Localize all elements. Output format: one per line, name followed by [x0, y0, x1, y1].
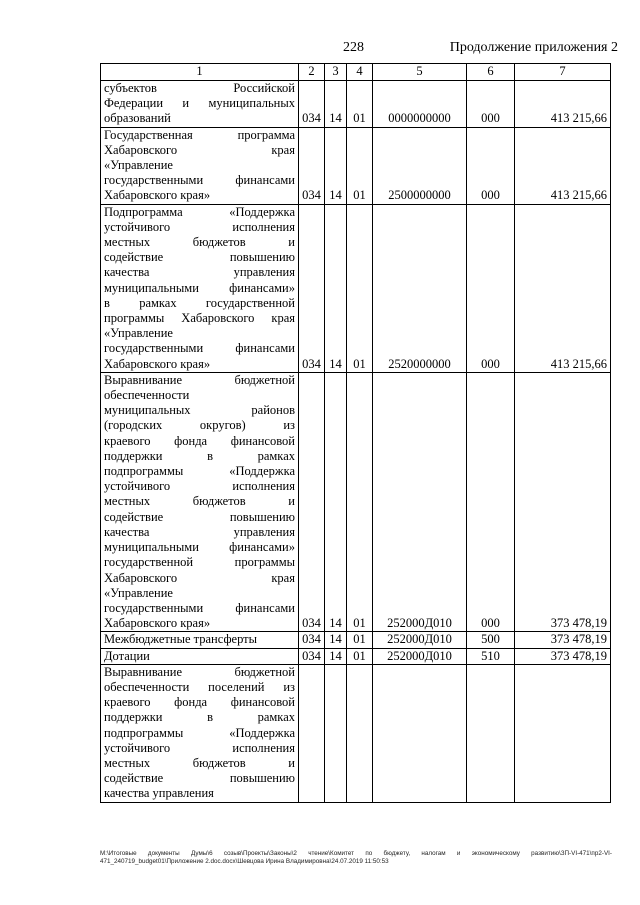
row-name-line: Межбюджетные трансферты [104, 632, 258, 647]
amount-cell: 373 478,19 [515, 648, 611, 664]
column-header-7: 7 [515, 64, 611, 81]
expense-type-cell: 000 [467, 204, 515, 372]
row-name-line: качества управления [104, 265, 295, 280]
row-name-line: государственной программы [104, 555, 295, 570]
row-name-line: поддержки в рамках [104, 448, 295, 463]
row-name-line: Дотации [104, 648, 150, 663]
section-code-cell: 14 [325, 204, 347, 372]
row-name-cell [101, 127, 299, 204]
section-code-cell: 14 [325, 372, 347, 631]
row-name-line: государственными финансами [104, 341, 295, 356]
row-name-line: Хабаровского края» [104, 188, 211, 203]
row-name-line: муниципальными финансами» [104, 540, 295, 555]
amount-cell: 413 215,66 [515, 81, 611, 128]
row-name-line: обеспеченности [104, 388, 190, 403]
target-article-cell: 252000Д010 [373, 648, 467, 664]
subsection-code-cell: 01 [347, 204, 373, 372]
row-name-line: Хабаровского края [104, 142, 295, 157]
expense-type-cell: 000 [467, 127, 515, 204]
section-code-cell: 14 [325, 81, 347, 128]
subsection-code-cell [347, 664, 373, 802]
row-name-line: Федерации и муниципальных [104, 96, 295, 111]
row-name-line: содействие повышению [104, 771, 295, 786]
row-name-line: местных бюджетов и [104, 755, 295, 770]
ministry-code-cell: 034 [299, 372, 325, 631]
section-code-cell [325, 664, 347, 802]
expense-type-cell: 510 [467, 648, 515, 664]
row-name-line: краевого фонда финансовой [104, 695, 295, 710]
section-code-cell: 14 [325, 127, 347, 204]
expense-type-cell: 000 [467, 81, 515, 128]
table-row [101, 204, 611, 372]
subsection-code-cell: 01 [347, 648, 373, 664]
row-name-line: подпрограммы «Поддержка [104, 464, 295, 479]
row-name-line: поддержки в рамках [104, 710, 295, 725]
subsection-code-cell: 01 [347, 372, 373, 631]
subsection-code-cell: 01 [347, 81, 373, 128]
ministry-code-cell [299, 664, 325, 802]
table-row [101, 372, 611, 631]
row-name-line: обеспеченности поселений из [104, 679, 295, 694]
section-code-cell: 14 [325, 648, 347, 664]
amount-cell: 413 215,66 [515, 204, 611, 372]
row-name-line: местных бюджетов и [104, 235, 295, 250]
row-name-line: «Управление [104, 585, 173, 600]
subsection-code-cell: 01 [347, 632, 373, 648]
row-name-line: Подпрограмма «Поддержка [104, 204, 295, 219]
ministry-code-cell: 034 [299, 127, 325, 204]
table-body [101, 81, 611, 803]
row-name-line: устойчивого исполнения [104, 219, 295, 234]
column-header-4: 4 [347, 64, 373, 81]
row-name-line: местных бюджетов и [104, 494, 295, 509]
row-name-line: Выравнивание бюджетной [104, 664, 295, 679]
amount-cell: 373 478,19 [515, 632, 611, 648]
table-row [101, 127, 611, 204]
page-number: 228 [343, 40, 364, 55]
row-name-line: Хабаровского края» [104, 616, 211, 631]
table-row [101, 648, 611, 664]
row-name-line: (городских округов) из [104, 418, 295, 433]
table-row [101, 664, 611, 802]
row-name-line: качества управления [104, 524, 295, 539]
row-name-line: краевого фонда финансовой [104, 433, 295, 448]
row-name-cell [101, 632, 299, 648]
column-header-3: 3 [325, 64, 347, 81]
table-row [101, 81, 611, 128]
row-name-line: Выравнивание бюджетной [104, 372, 295, 387]
continuation-label: Продолжение приложения 2 [449, 40, 618, 55]
row-name-line: образований [104, 111, 171, 126]
amount-cell: 413 215,66 [515, 127, 611, 204]
row-name-line: «Управление [104, 158, 173, 173]
amount-cell [515, 664, 611, 802]
row-name-line: субъектов Российской [104, 81, 295, 95]
row-name-line: муниципальными финансами» [104, 280, 295, 295]
row-name-line: Хабаровского края [104, 570, 295, 585]
row-name-line: в рамках государственной [104, 295, 295, 310]
amount-cell: 373 478,19 [515, 372, 611, 631]
row-name-line: государственными финансами [104, 173, 295, 188]
expense-type-cell [467, 664, 515, 802]
row-name-cell [101, 648, 299, 664]
expense-type-cell: 000 [467, 372, 515, 631]
row-name-line: Государственная программа [104, 127, 295, 142]
section-code-cell: 14 [325, 632, 347, 648]
ministry-code-cell: 034 [299, 81, 325, 128]
row-name-line: подпрограммы «Поддержка [104, 725, 295, 740]
subsection-code-cell: 01 [347, 127, 373, 204]
ministry-code-cell: 034 [299, 204, 325, 372]
column-header-2: 2 [299, 64, 325, 81]
row-name-cell [101, 372, 299, 631]
row-name-line: «Управление [104, 326, 173, 341]
column-header-5: 5 [373, 64, 467, 81]
budget-table [100, 63, 611, 803]
ministry-code-cell: 034 [299, 648, 325, 664]
target-article-cell: 252000Д010 [373, 372, 467, 631]
row-name-line: программы Хабаровского края [104, 311, 295, 326]
file-path-footer: М:\Итоговые документы Думы\6 созыв\Проекты\Законы\2 чтение\Комитет по бюджету, налогам и экономическому развитию\ЗП-VI-471\пр2-VI-471_240719_budget01\Приложение 2.doc.docx\Шевцова Ирина Владимировна\24.07.2019 11:50:53 [100, 850, 612, 865]
target-article-cell: 0000000000 [373, 81, 467, 128]
table-header-row [101, 64, 611, 81]
row-name-line: государственными финансами [104, 600, 295, 615]
column-header-1: 1 [101, 64, 299, 81]
row-name-line: устойчивого исполнения [104, 479, 295, 494]
expense-type-cell: 500 [467, 632, 515, 648]
table-row [101, 632, 611, 648]
row-name-cell [101, 664, 299, 802]
column-header-6: 6 [467, 64, 515, 81]
row-name-line: устойчивого исполнения [104, 740, 295, 755]
target-article-cell: 2520000000 [373, 204, 467, 372]
row-name-line: муниципальных районов [104, 403, 295, 418]
target-article-cell: 252000Д010 [373, 632, 467, 648]
row-name-line: содействие повышению [104, 509, 295, 524]
row-name-cell [101, 81, 299, 128]
target-article-cell: 2500000000 [373, 127, 467, 204]
row-name-line: содействие повышению [104, 250, 295, 265]
row-name-line: Хабаровского края» [104, 356, 211, 371]
row-name-cell [101, 204, 299, 372]
row-name-line: качества управления [104, 786, 214, 801]
ministry-code-cell: 034 [299, 632, 325, 648]
target-article-cell [373, 664, 467, 802]
